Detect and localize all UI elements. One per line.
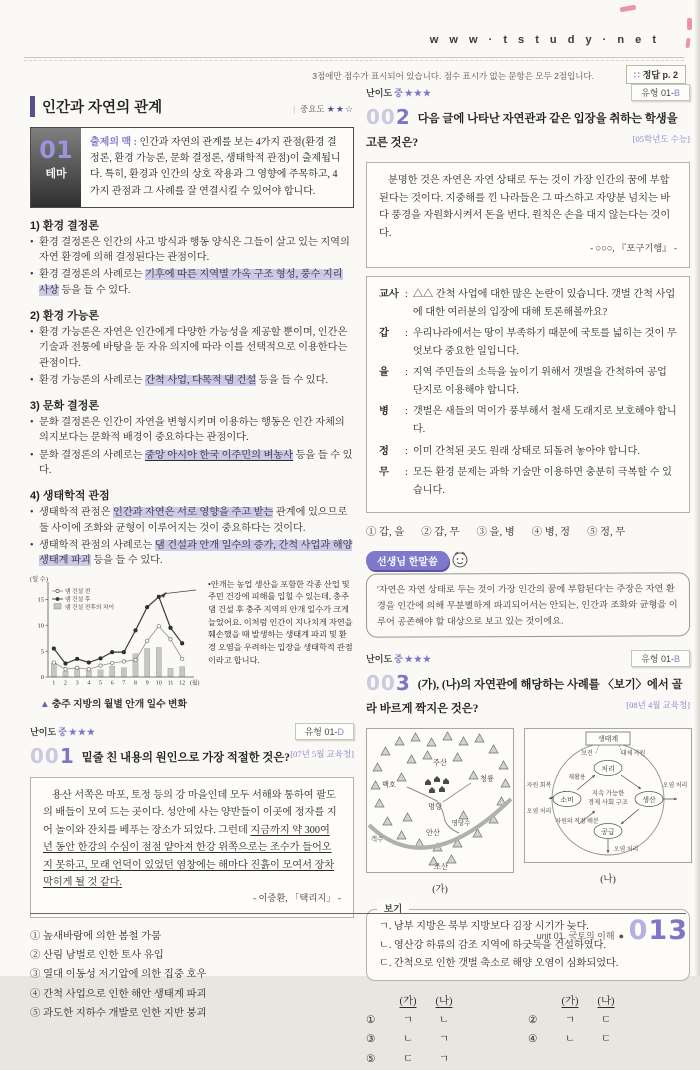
answer-header (528, 992, 690, 1007)
q1-question-text: 밑줄 친 내용의 원인으로 가장 적절한 것은? (81, 751, 290, 764)
header-divider (24, 57, 684, 58)
q1-number: 001 (30, 743, 75, 768)
label-resource-recover: 자원 회복 (526, 783, 552, 790)
theory-section-heading: 2) 환경 가능론 (30, 309, 100, 322)
theme-number-tab (31, 128, 81, 207)
q1-option: ② 산림 남벌로 인한 토사 유입 (30, 950, 164, 962)
diagram-ga-caption: (가) (432, 885, 448, 896)
type-prefix: 유형 01- (304, 726, 338, 737)
q1-option: ① 높새바람에 의한 봄철 가뭄 (30, 930, 162, 942)
theory-bullet: • 문화 결정론은 인간이 자연을 변형시키며 이용하는 행동은 인간 자체의 의지보다는 문화적 배경이 중요하다는 관점이다. (30, 415, 354, 446)
svg-text:10: 10 (155, 680, 162, 686)
label-sobi: 소비 (560, 796, 574, 805)
teacher-face-icon (449, 550, 471, 570)
scan-artifact (687, 18, 692, 30)
footer-dot: ● (618, 931, 624, 941)
scoring-notice: 3점에만 점수가 표시되어 있습니다. 점수 표시가 없는 문항은 모두 2점입니다. (312, 71, 594, 81)
difficulty-label: 난이도 (30, 726, 57, 737)
q1-option: ④ 간척 사업으로 인한 해안 생태계 파괴 (30, 988, 207, 1000)
difficulty-label: 난이도 (366, 88, 393, 98)
svg-text:10: 10 (37, 621, 44, 629)
q3-difficulty (366, 652, 432, 665)
dialogue-row: 교사 : △△ 간척 사업에 대한 많은 논란이 있습니다. 갯벌 간척 사업에 대한 여러분의 입장에 대해 토론해볼까요? (379, 289, 676, 318)
q3-question-text: (가), (나)의 자연관에 해당하는 사례를 〈보기〉에서 골라 바르게 짝지은 것은? (366, 679, 683, 716)
left-column (30, 96, 354, 1023)
label-ansan: 안산 (426, 829, 440, 838)
answer-page-ref (626, 65, 686, 84)
theory-bullet: • 환경 가능론은 자연은 인간에게 다양한 가능성을 제공할 뿐이며, 인간은 기술과 전통에 바탕을 둔 자유 의지에 따라 이를 선택적으로 이용한다는 관점이다. (30, 325, 354, 371)
answer-col-ga: (가) (399, 995, 417, 1007)
divider-glyph: | (293, 104, 295, 114)
q2-passage-source: - ○○○, 『포구기행』 - (590, 244, 677, 255)
dialogue-row: 정 : 이미 간척된 곳도 원래 상태로 되돌려 놓아야 합니다. (379, 445, 640, 457)
diagram-ga-wrap (366, 728, 514, 895)
q2-source: [05학년도 수능] (632, 134, 690, 144)
label-cheori: 처리 (601, 765, 615, 774)
scan-artifact (620, 5, 637, 13)
chapter-title: 인간과 자연의 관계 (42, 100, 163, 116)
label-myeongdang: 명당 (428, 803, 442, 812)
header-divider-2 (24, 60, 684, 61)
caption-triangle-icon: ▲ (40, 698, 50, 710)
q2-type-badge (631, 84, 690, 101)
fengshui-diagram (366, 728, 514, 873)
bogi-item: ㄱ. 남부 지방은 북부 지방보다 김장 시기가 늦다. (379, 921, 589, 933)
theory-bullet: • 환경 결정론은 인간의 사고 방식과 행동 양식은 그들이 살고 있는 지역의 자연 환경에 의해 결정된다는 관점이다. (30, 235, 354, 266)
theory-bullet: • 환경 결정론의 사례로는 기후에 따른 지역별 가옥 구조 형성, 풍수 지리 사상 등을 들 수 있다. (30, 267, 354, 298)
label-gaeksu: 객수 (370, 836, 384, 844)
q3-title (366, 672, 690, 720)
q1-passage-box (30, 777, 354, 918)
theory-bullet: • 문화 결정론의 사례로는 중앙 아시아 한국 이주민의 벼농사 등을 들 수 있다. (30, 448, 354, 479)
label-ecosystem: 생태계 (597, 735, 619, 744)
q2-question-text: 다음 글에 나타난 자연관과 같은 입장을 취하는 학생을 고른 것은? (366, 113, 678, 149)
q2-passage: 분명한 것은 자연은 자연 상태로 두는 것이 가장 인간의 꿈에 부합된다는 것이다. 지중해를 낀 나라들은 그 따스하고 자양분 넘치는 바다 풍경을 자원화시켜서 돈을 번다. 원칙은 손을 대지 않는다는 것이다. (379, 175, 671, 239)
difficulty-label: 난이도 (366, 654, 393, 665)
svg-text:11: 11 (167, 680, 174, 686)
svg-text:댐 건설 전후의 차이: 댐 건설 전후의 차이 (65, 604, 115, 611)
label-josan: 조산 (434, 863, 448, 872)
q2-option: ④ 병, 정 (531, 527, 571, 539)
q1-option: ③ 열대 이동성 저기압에 의한 집중 호우 (30, 969, 207, 981)
importance-label: 중요도 (300, 104, 325, 114)
svg-text:2: 2 (64, 680, 67, 686)
theory-section-heading: 3) 문화 결정론 (30, 400, 100, 413)
q2-option: ① 갑, 을 (366, 527, 405, 539)
svg-text:0: 0 (40, 673, 44, 681)
label-myeongdangsu: 명당수 (451, 820, 471, 828)
diagram-na-caption: (나) (600, 875, 616, 886)
bogi-item: ㄷ. 간척으로 인한 갯벌 축소로 해양 오염이 심화되었다. (379, 958, 619, 970)
svg-text:4: 4 (87, 680, 91, 686)
ecosystem-diagram (524, 728, 692, 863)
q1-passage: 용산 서쪽은 마포, 토정 등의 강 마을인데 모두 서해와 통하여 팔도의 배들이 모여 드는 곳이다. 성안에 사는 양반들이 이곳에 정자를 지어 놀이와 잔치를 베푸는 장소가 되었다. 그런데 지금까지 약 300여 년 동안 한강의 수심이 점점 얕아져 한강 위쪽으로는 조수가 들어오지 못하고, 모래 언덕이 있었던 염창에는 해마다 진흙이 모여서 장차 막히게 될 것 같다. (43, 789, 337, 889)
importance-rating (293, 103, 354, 115)
exam-point-label: 출제의 맥 : (90, 137, 137, 148)
theme-number: 01 (39, 136, 73, 164)
svg-text:8: 8 (134, 680, 137, 686)
answer-ref-label: 정답 p. 2 (642, 70, 678, 80)
svg-text:(일 수): (일 수) (30, 575, 48, 583)
chapter-title-row (30, 96, 354, 117)
theory-section-heading: 1) 환경 결정론 (30, 219, 100, 232)
q1-passage-source: - 이중환, 「택리지」 - (253, 893, 341, 904)
q3-diagrams (366, 728, 690, 895)
type-prefix: 유형 01- (641, 654, 674, 665)
q3-number: 003 (366, 671, 411, 696)
difficulty-level: 중 (58, 726, 67, 737)
answer-col-ga: (가) (561, 995, 579, 1007)
diagram-na-wrap (524, 728, 692, 885)
page-number: 013 (628, 915, 688, 946)
theory-section-heading: 4) 생태학적 관점 (30, 490, 110, 503)
teacher-badge: 선생님 한말씀 (366, 551, 449, 570)
q2-option: ③ 을, 병 (476, 527, 515, 539)
label-center-2: 경제 사회 구조 (587, 799, 629, 807)
svg-text:12: 12 (179, 680, 186, 686)
answer-row: ② ㄱ ㄷ (528, 1014, 612, 1026)
theory-bullet: • 생태학적 관점의 사례로는 댐 건설과 안개 일수의 증가, 간척 사업과 해양 생태계 파괴 등을 들 수 있다. (30, 538, 354, 569)
q1-difficulty (30, 725, 96, 738)
q2-meta-row (366, 84, 690, 101)
svg-text:5: 5 (99, 680, 102, 686)
theory-bullet: • 환경 가능론의 사례로는 간척 사업, 다목적 댐 건설 등을 들 수 있다. (30, 373, 354, 388)
svg-text:1: 1 (52, 680, 56, 686)
svg-text:(월): (월) (190, 680, 200, 686)
theme-summary-box (30, 127, 354, 208)
theory-sections (30, 217, 354, 569)
dialogue-row: 병 : 갯벌은 새들의 먹이가 풍부해서 철새 도래지로 보호해야 합니다. (379, 406, 677, 435)
q1-meta-row (30, 723, 354, 740)
difficulty-level: 중 (394, 654, 403, 665)
q1-options (30, 927, 354, 1023)
chart-caption (30, 696, 354, 710)
difficulty-stars: ★★★ (68, 726, 97, 737)
answer-group-left (366, 992, 528, 1070)
label-preserve: 보전 (581, 751, 593, 758)
answer-row: ④ ㄴ ㄷ (528, 1034, 612, 1046)
label-pollution-bottom: 오염 처리 (613, 847, 639, 854)
answer-group-right (528, 992, 690, 1070)
dialogue-row: 을 : 지역 주민들의 소득을 높이기 위해서 갯벌을 간척하여 공업 단지로 이용해야 합니다. (379, 367, 667, 396)
exam-point-body: 인간과 자연의 관계를 보는 4가지 관점(환경 결정론, 환경 가능론, 문화 결정론, 생태학적 관점)이 출제됩니다. 특히, 환경과 인간의 상호 작용과 그 영향에 주목하고, 4가지 관점과 그 사례를 잘 연결시킬 수 있어야 합니다. (90, 137, 341, 197)
footer-divider (30, 913, 686, 914)
answer-col-na: (나) (597, 995, 615, 1007)
chart-annotation: •안개는 농업 생산을 포함한 각종 산업 및 주민 건강에 피해를 입힐 수 있는데, 충주 댐 건설 후 충주 지역의 안개 일수가 크게 늘었어요. 이처럼 인간이 지나치게 자연을 훼손했을 때 발생하는 생태계 파괴 및 환경 오염을 우려하는 입장을 생태학적 관점이라고 합니다. (208, 579, 353, 665)
q3-meta-row (366, 650, 690, 667)
label-allocation: 자원의 적정 배분 (555, 819, 599, 826)
type-prefix: 유형 01- (641, 88, 674, 98)
q1-type-badge (295, 723, 354, 740)
answer-row: ⑤ ㄷ ㄱ (366, 1054, 450, 1066)
label-cheongryong: 청룡 (480, 775, 494, 784)
difficulty-level: 중 (394, 88, 403, 98)
label-center-1: 지속 가능한 (591, 790, 625, 798)
answer-ref-icon: ∷ (633, 70, 640, 80)
dialogue-row: 무 : 모든 환경 문제는 과학 기술만 이용하면 충분히 극복할 수 있습니다. (379, 467, 672, 496)
q2-number: 002 (366, 105, 411, 129)
difficulty-stars: ★★★ (404, 654, 433, 665)
q2-option: ② 갑, 무 (421, 527, 460, 539)
label-substitute: 대체 자원 (620, 751, 646, 758)
difficulty-stars: ★★★ (404, 88, 433, 98)
importance-stars: ★★☆ (326, 104, 354, 114)
q2-title (366, 106, 690, 154)
q2-option: ⑤ 정, 무 (587, 527, 626, 539)
label-gonggeup: 공급 (601, 828, 615, 837)
svg-text:6: 6 (110, 680, 114, 686)
svg-text:댐 건설 전: 댐 건설 전 (65, 588, 91, 595)
caption-text: 충주 지방의 월별 안개 일수 변화 (51, 698, 187, 710)
teacher-note: '자연은 자연 상태로 두는 것이 가장 인간의 꿈에 부합된다'는 주장은 자연 환경을 인간에 의해 무분별하게 파괴되어서는 안되는, 인간과 조화와 균형을 이루어 공존해야 할 대상으로 보고 있는 것이에요. (366, 572, 690, 638)
q1-option: ⑤ 과도한 지하수 개발로 인한 지반 붕괴 (30, 1007, 207, 1019)
label-pollution-left: 오염 처리 (526, 809, 552, 816)
bogi-label: 보기 (377, 902, 409, 919)
label-pollution-right: 오염 처리 (662, 783, 688, 790)
svg-text:9: 9 (145, 680, 149, 686)
svg-text:3: 3 (75, 680, 79, 686)
fog-chart-block (30, 577, 354, 695)
q2-difficulty (366, 86, 432, 99)
unit-label: unit 01. 국토의 이해 (536, 931, 615, 941)
svg-text:7: 7 (122, 680, 126, 686)
label-saengsan: 생산 (642, 796, 656, 805)
answer-row: ① ㄱ ㄴ (366, 1014, 450, 1026)
q2-options (366, 523, 690, 538)
exam-point-text (81, 128, 353, 207)
theme-label: 테마 (45, 168, 67, 180)
theory-bullet: • 생태학적 관점은 인간과 자연은 서로 영향을 주고 받는 관계에 있으므로 둘 사이에 조화와 균형이 이루어지는 것이 중요하다는 것이다. (30, 505, 354, 536)
answer-row: ③ ㄴ ㄱ (366, 1034, 450, 1046)
svg-text:5: 5 (40, 647, 44, 655)
svg-text:15: 15 (37, 596, 44, 604)
q2-dialogue-box (366, 276, 690, 513)
type-letter: B (673, 654, 680, 665)
answer-header (366, 992, 528, 1007)
dialogue-row: 갑 : 우리나라에서는 땅이 부족하기 때문에 국토를 넓히는 것이 무엇보다 중요한 일입니다. (379, 328, 677, 357)
type-letter: B (673, 88, 680, 98)
q1-source: [07년 5월 교육청] (290, 748, 354, 759)
label-jusan: 주산 (433, 759, 447, 768)
teacher-note-header (366, 550, 690, 570)
footer-unit (537, 929, 624, 942)
q2-passage-box (366, 162, 690, 268)
type-letter: D (337, 726, 344, 737)
scan-artifact (685, 38, 690, 48)
label-recycle: 재활용 (568, 775, 586, 782)
q3-answer-grid (366, 992, 690, 1070)
label-baekho: 백호 (382, 781, 396, 790)
q3-type-badge (631, 650, 690, 667)
q3-source: [08년 4월 교육청] (626, 700, 690, 711)
q1-title (30, 745, 354, 769)
answer-col-na: (나) (435, 995, 453, 1007)
website-url: w w w · t s t u d y · n e t (429, 34, 660, 46)
fog-days-chart (30, 577, 202, 695)
bogi-item: ㄴ. 영산강 하류의 감조 지역에 하굿둑을 건설하였다. (379, 939, 607, 951)
svg-text:댐 건설 후: 댐 건설 후 (65, 596, 91, 603)
